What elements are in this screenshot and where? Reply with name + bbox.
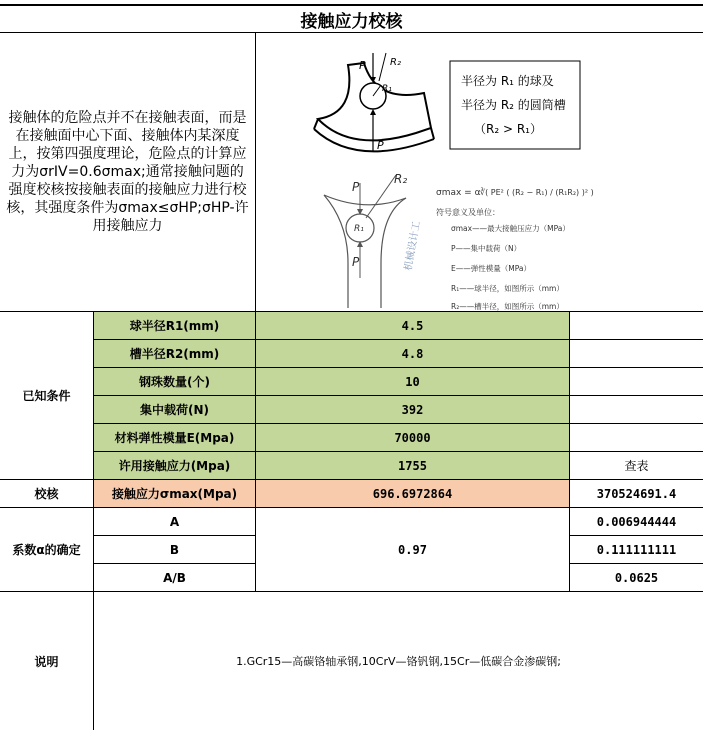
known-label-ball-radius[interactable]: 球半径R1(mm) [94,312,256,340]
known-label-allowable-stress[interactable]: 许用接触应力(Mpa) [94,452,256,480]
contact-stress-figure[interactable] [256,33,703,312]
coef-label-a-over-b[interactable]: A/B [94,564,256,592]
caption-line-2: 半径为 R₂ 的圆筒槽 [461,97,566,112]
known-section-label[interactable]: 已知条件 [0,312,94,480]
known-value-allowable-stress[interactable]: 1755 [256,452,570,480]
known-note-modulus[interactable] [570,424,703,452]
coef-value-b[interactable]: 0.111111111 [570,536,703,564]
known-label-modulus[interactable]: 材料弹性模量E(Mpa) [94,424,256,452]
label-p-lower-bottom: P [352,254,360,269]
legend-item-3: R₁——球半径，如图所示（mm） [451,283,564,293]
check-value-contact-stress[interactable]: 696.6972864 [256,480,570,508]
coef-value-a-over-b[interactable]: 0.0625 [570,564,703,592]
note-section-label[interactable]: 说明 [0,592,94,730]
known-note-ball-count[interactable] [570,368,703,396]
groove-section-drawing [324,175,406,308]
known-value-ball-radius[interactable]: 4.5 [256,312,570,340]
known-value-ball-count[interactable]: 10 [256,368,570,396]
label-p-lower-top: P [352,179,360,194]
formula-body: ∛( PE² ( (R₂ − R₁) / (R₁R₂) )² ) [480,187,594,197]
label-p-top: P [359,58,366,72]
description-text[interactable]: 接触体的危险点并不在接触表面，而是在接触面中心下面、接触体内某深度上，按第四强度理论，危险点的计算应力为σrIV=0.6σmax;通常接触问题的强度校核按接触表面的接触应力进行校核，其强度条件为σmax≤σHP;σHP-许用接触应力 [0,33,256,312]
known-label-groove-radius[interactable]: 槽半径R2(mm) [94,340,256,368]
coef-label-b[interactable]: B [94,536,256,564]
known-value-load[interactable]: 392 [256,396,570,424]
known-label-load[interactable]: 集中载荷(N) [94,396,256,424]
formula-lhs: σmax = α [436,187,481,198]
legend-title: 符号意义及单位： [436,207,500,217]
legend-item-1: P——集中载荷（N） [451,243,522,253]
watermark-text: 机械设计工 [403,219,423,272]
check-label-contact-stress[interactable]: 接触应力σmax(Mpa) [94,480,256,508]
coef-alpha-value[interactable]: 0.97 [256,508,570,592]
coef-label-a[interactable]: A [94,508,256,536]
known-note-ball-radius[interactable] [570,312,703,340]
ball-groove-drawing [314,53,434,151]
known-label-ball-count[interactable]: 钢珠数量(个) [94,368,256,396]
label-r1-lower: R₁ [354,223,364,234]
known-note-allowable-stress[interactable]: 查表 [570,452,703,480]
label-r2-top: R₂ [390,56,401,68]
known-note-load[interactable] [570,396,703,424]
legend-item-2: E——弹性模量（MPa） [451,263,531,273]
caption-line-3: （R₂ > R₁） [474,121,542,136]
legend-item-0: σmax——最大接触压应力（MPa） [451,223,570,233]
sheet-title[interactable]: 接触应力校核 [0,5,703,33]
note-text[interactable]: 1.GCr15—高碳铬轴承钢,10CrV—铬钒钢,15Cr—低碳合金渗碳钢; [236,655,561,668]
label-p-bottom: P [377,138,384,152]
known-value-groove-radius[interactable]: 4.8 [256,340,570,368]
legend-item-4: R₂——槽半径，如图所示（mm） [451,301,564,311]
known-value-modulus[interactable]: 70000 [256,424,570,452]
known-note-groove-radius[interactable] [570,340,703,368]
label-r2-lower: R₂ [394,171,408,186]
coef-section-label[interactable]: 系数α的确定 [0,508,94,592]
caption-line-1: 半径为 R₁ 的球及 [461,73,554,88]
label-r1-top: R₁ [382,83,392,94]
check-extra-value[interactable]: 370524691.4 [570,480,703,508]
figure-svg [256,33,703,312]
check-section-label[interactable]: 校核 [0,480,94,508]
coef-value-a[interactable]: 0.006944444 [570,508,703,536]
